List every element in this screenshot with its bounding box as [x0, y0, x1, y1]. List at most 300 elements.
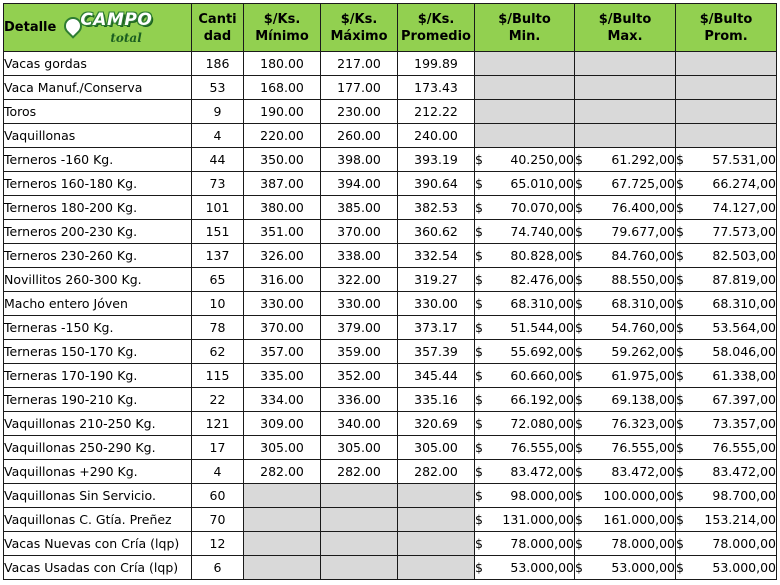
row-ks-max: 330.00	[321, 292, 398, 316]
bulto-value: 53.000,00	[712, 560, 776, 575]
table-body	[4, 52, 777, 580]
bulto-value: 161.000,00	[603, 512, 675, 527]
header-bulto-prom: $/Bulto Prom.	[676, 4, 777, 52]
row-ks-prom: 393.19	[398, 148, 475, 172]
currency-symbol: $	[676, 320, 684, 335]
row-bulto-min	[475, 508, 575, 532]
row-bulto-prom	[676, 508, 777, 532]
row-cantidad: 73	[192, 172, 244, 196]
row-ks-min-empty	[244, 556, 321, 580]
row-detalle: Macho entero Jóven	[4, 292, 192, 316]
row-cantidad: 70	[192, 508, 244, 532]
row-detalle: Vaca Manuf./Conserva	[4, 76, 192, 100]
row-ks-max: 336.00	[321, 388, 398, 412]
currency-symbol: $	[475, 200, 483, 215]
row-bulto-prom	[676, 412, 777, 436]
bulto-value: 98.700,00	[712, 488, 776, 503]
row-bulto-max-empty	[575, 52, 676, 76]
currency-symbol: $	[475, 368, 483, 383]
currency-symbol: $	[676, 344, 684, 359]
bulto-value: 68.310,00	[611, 296, 675, 311]
currency-symbol: $	[676, 560, 684, 575]
row-ks-max: 282.00	[321, 460, 398, 484]
row-ks-max: 340.00	[321, 412, 398, 436]
row-ks-prom: 390.64	[398, 172, 475, 196]
row-bulto-min	[475, 532, 575, 556]
bulto-value: 73.357,00	[712, 416, 776, 431]
row-bulto-min	[475, 436, 575, 460]
row-bulto-prom	[676, 268, 777, 292]
currency-symbol: $	[676, 536, 684, 551]
table-row	[4, 436, 777, 460]
currency-symbol: $	[575, 464, 583, 479]
bulto-value: 72.080,00	[510, 416, 574, 431]
table-row	[4, 172, 777, 196]
row-cantidad: 12	[192, 532, 244, 556]
bulto-value: 83.472,00	[712, 464, 776, 479]
row-ks-min: 168.00	[244, 76, 321, 100]
bulto-value: 60.660,00	[510, 368, 574, 383]
currency-symbol: $	[575, 200, 583, 215]
row-detalle: Terneras 150-170 Kg.	[4, 340, 192, 364]
row-cantidad: 17	[192, 436, 244, 460]
bulto-value: 55.692,00	[510, 344, 574, 359]
row-ks-prom: 240.00	[398, 124, 475, 148]
currency-symbol: $	[475, 464, 483, 479]
row-bulto-min	[475, 244, 575, 268]
price-table	[3, 3, 777, 580]
currency-symbol: $	[676, 368, 684, 383]
bulto-value: 79.677,00	[611, 224, 675, 239]
row-bulto-min-empty	[475, 76, 575, 100]
currency-symbol: $	[475, 176, 483, 191]
row-detalle: Vacas gordas	[4, 52, 192, 76]
bulto-value: 57.531,00	[712, 152, 776, 167]
row-detalle: Terneros -160 Kg.	[4, 148, 192, 172]
row-bulto-max	[575, 340, 676, 364]
row-ks-max-empty	[321, 556, 398, 580]
bulto-value: 40.250,00	[510, 152, 574, 167]
currency-symbol: $	[475, 416, 483, 431]
row-bulto-min	[475, 556, 575, 580]
row-cantidad: 4	[192, 460, 244, 484]
row-bulto-min	[475, 172, 575, 196]
bulto-value: 88.550,00	[611, 272, 675, 287]
table-row	[4, 412, 777, 436]
row-bulto-prom	[676, 484, 777, 508]
currency-symbol: $	[475, 320, 483, 335]
currency-symbol: $	[676, 224, 684, 239]
table-row	[4, 52, 777, 76]
currency-symbol: $	[475, 272, 483, 287]
row-ks-prom: 373.17	[398, 316, 475, 340]
row-ks-prom: 282.00	[398, 460, 475, 484]
row-detalle: Terneras -150 Kg.	[4, 316, 192, 340]
header-detalle-label: Detalle	[4, 20, 57, 35]
header-detalle	[4, 4, 192, 52]
currency-symbol: $	[575, 488, 583, 503]
bulto-value: 76.555,00	[712, 440, 776, 455]
row-ks-min: 190.00	[244, 100, 321, 124]
row-bulto-max	[575, 484, 676, 508]
row-ks-min: 326.00	[244, 244, 321, 268]
row-bulto-max	[575, 244, 676, 268]
currency-symbol: $	[475, 560, 483, 575]
row-ks-min: 330.00	[244, 292, 321, 316]
row-ks-max: 260.00	[321, 124, 398, 148]
table-row	[4, 388, 777, 412]
row-ks-max: 305.00	[321, 436, 398, 460]
row-bulto-prom	[676, 340, 777, 364]
table-row	[4, 268, 777, 292]
row-bulto-max	[575, 412, 676, 436]
bulto-value: 53.000,00	[510, 560, 574, 575]
row-ks-min: 282.00	[244, 460, 321, 484]
row-bulto-max	[575, 508, 676, 532]
header-bulto-min: $/Bulto Min.	[475, 4, 575, 52]
bulto-value: 76.555,00	[510, 440, 574, 455]
row-cantidad: 62	[192, 340, 244, 364]
row-ks-min: 305.00	[244, 436, 321, 460]
row-cantidad: 60	[192, 484, 244, 508]
row-detalle: Vacas Usadas con Cría (lqp)	[4, 556, 192, 580]
row-ks-min: 370.00	[244, 316, 321, 340]
row-cantidad: 44	[192, 148, 244, 172]
currency-symbol: $	[475, 392, 483, 407]
row-ks-prom: 212.22	[398, 100, 475, 124]
row-ks-min: 357.00	[244, 340, 321, 364]
currency-symbol: $	[676, 392, 684, 407]
row-ks-prom: 360.62	[398, 220, 475, 244]
row-cantidad: 22	[192, 388, 244, 412]
table-row	[4, 220, 777, 244]
currency-symbol: $	[575, 272, 583, 287]
currency-symbol: $	[475, 344, 483, 359]
bulto-value: 100.000,00	[603, 488, 675, 503]
row-ks-max: 322.00	[321, 268, 398, 292]
row-detalle: Terneros 180-200 Kg.	[4, 196, 192, 220]
row-bulto-max	[575, 460, 676, 484]
row-ks-min-empty	[244, 532, 321, 556]
currency-symbol: $	[575, 176, 583, 191]
row-bulto-prom	[676, 196, 777, 220]
row-cantidad: 151	[192, 220, 244, 244]
row-bulto-prom	[676, 220, 777, 244]
row-bulto-max	[575, 388, 676, 412]
row-ks-max: 385.00	[321, 196, 398, 220]
currency-symbol: $	[676, 296, 684, 311]
table-row	[4, 460, 777, 484]
logo-sub-text: total	[110, 30, 142, 45]
header-ks-min: $/Ks. Mínimo	[244, 4, 321, 52]
row-detalle: Vaquillonas	[4, 124, 192, 148]
bulto-value: 61.292,00	[611, 152, 675, 167]
row-ks-max-empty	[321, 508, 398, 532]
table-row	[4, 364, 777, 388]
bulto-value: 70.070,00	[510, 200, 574, 215]
row-cantidad: 10	[192, 292, 244, 316]
row-bulto-min	[475, 460, 575, 484]
bulto-value: 66.274,00	[712, 176, 776, 191]
table-row	[4, 484, 777, 508]
currency-symbol: $	[575, 248, 583, 263]
row-ks-max: 230.00	[321, 100, 398, 124]
row-ks-max: 394.00	[321, 172, 398, 196]
row-ks-prom: 382.53	[398, 196, 475, 220]
currency-symbol: $	[676, 512, 684, 527]
bulto-value: 131.000,00	[502, 512, 574, 527]
row-bulto-prom	[676, 148, 777, 172]
row-cantidad: 186	[192, 52, 244, 76]
currency-symbol: $	[676, 464, 684, 479]
row-bulto-prom	[676, 172, 777, 196]
row-bulto-max	[575, 220, 676, 244]
table-row	[4, 292, 777, 316]
row-bulto-max	[575, 556, 676, 580]
row-bulto-prom	[676, 244, 777, 268]
bulto-value: 83.472,00	[611, 464, 675, 479]
currency-symbol: $	[575, 224, 583, 239]
row-detalle: Vacas Nuevas con Cría (lqp)	[4, 532, 192, 556]
currency-symbol: $	[575, 416, 583, 431]
row-ks-prom: 332.54	[398, 244, 475, 268]
row-cantidad: 78	[192, 316, 244, 340]
row-bulto-min-empty	[475, 52, 575, 76]
row-bulto-prom	[676, 460, 777, 484]
row-bulto-min-empty	[475, 100, 575, 124]
bulto-value: 61.338,00	[712, 368, 776, 383]
row-ks-max: 398.00	[321, 148, 398, 172]
row-bulto-min-empty	[475, 124, 575, 148]
bulto-value: 82.476,00	[510, 272, 574, 287]
row-ks-prom: 173.43	[398, 76, 475, 100]
currency-symbol: $	[475, 440, 483, 455]
row-ks-min: 334.00	[244, 388, 321, 412]
row-ks-min: 380.00	[244, 196, 321, 220]
row-ks-max-empty	[321, 532, 398, 556]
currency-symbol: $	[575, 560, 583, 575]
header-ks-max: $/Ks. Máximo	[321, 4, 398, 52]
row-bulto-max-empty	[575, 100, 676, 124]
row-ks-min: 316.00	[244, 268, 321, 292]
row-detalle: Vaquillonas +290 Kg.	[4, 460, 192, 484]
bulto-value: 67.397,00	[712, 392, 776, 407]
currency-symbol: $	[475, 488, 483, 503]
row-ks-prom: 305.00	[398, 436, 475, 460]
row-ks-max: 352.00	[321, 364, 398, 388]
bulto-value: 87.819,00	[712, 272, 776, 287]
row-ks-max: 370.00	[321, 220, 398, 244]
table-row	[4, 124, 777, 148]
row-detalle: Toros	[4, 100, 192, 124]
row-cantidad: 115	[192, 364, 244, 388]
row-ks-prom: 330.00	[398, 292, 475, 316]
bulto-value: 61.975,00	[611, 368, 675, 383]
row-bulto-min	[475, 220, 575, 244]
bulto-value: 82.503,00	[712, 248, 776, 263]
row-detalle: Terneros 160-180 Kg.	[4, 172, 192, 196]
row-detalle: Terneras 170-190 Kg.	[4, 364, 192, 388]
bulto-value: 76.555,00	[611, 440, 675, 455]
bulto-value: 77.573,00	[712, 224, 776, 239]
bulto-value: 59.262,00	[611, 344, 675, 359]
row-bulto-prom-empty	[676, 76, 777, 100]
currency-symbol: $	[575, 392, 583, 407]
row-ks-min: 350.00	[244, 148, 321, 172]
bulto-value: 51.544,00	[510, 320, 574, 335]
row-bulto-max	[575, 292, 676, 316]
row-bulto-min	[475, 364, 575, 388]
row-cantidad: 9	[192, 100, 244, 124]
logo-main-text: CAMPO	[80, 9, 153, 30]
currency-symbol: $	[676, 440, 684, 455]
currency-symbol: $	[676, 152, 684, 167]
row-bulto-max-empty	[575, 124, 676, 148]
currency-symbol: $	[575, 296, 583, 311]
row-cantidad: 121	[192, 412, 244, 436]
campo-total-logo	[62, 10, 152, 46]
row-ks-min: 351.00	[244, 220, 321, 244]
currency-symbol: $	[475, 536, 483, 551]
bulto-value: 53.564,00	[712, 320, 776, 335]
bulto-value: 153.214,00	[704, 512, 776, 527]
row-detalle: Terneras 190-210 Kg.	[4, 388, 192, 412]
bulto-value: 54.760,00	[611, 320, 675, 335]
bulto-value: 80.828,00	[510, 248, 574, 263]
bulto-value: 76.323,00	[611, 416, 675, 431]
row-ks-max-empty	[321, 484, 398, 508]
row-ks-min-empty	[244, 484, 321, 508]
bulto-value: 65.010,00	[510, 176, 574, 191]
row-cantidad: 101	[192, 196, 244, 220]
table-row	[4, 244, 777, 268]
row-bulto-min	[475, 268, 575, 292]
row-ks-max: 217.00	[321, 52, 398, 76]
bulto-value: 67.725,00	[611, 176, 675, 191]
currency-symbol: $	[676, 272, 684, 287]
currency-symbol: $	[475, 248, 483, 263]
row-ks-prom: 199.89	[398, 52, 475, 76]
row-ks-min: 335.00	[244, 364, 321, 388]
row-ks-max: 359.00	[321, 340, 398, 364]
row-ks-prom: 335.16	[398, 388, 475, 412]
row-bulto-prom	[676, 292, 777, 316]
currency-symbol: $	[676, 176, 684, 191]
bulto-value: 53.000,00	[611, 560, 675, 575]
table-row	[4, 148, 777, 172]
table-row	[4, 76, 777, 100]
row-bulto-prom	[676, 532, 777, 556]
currency-symbol: $	[475, 512, 483, 527]
row-ks-prom-empty	[398, 508, 475, 532]
table-row	[4, 316, 777, 340]
row-ks-min: 180.00	[244, 52, 321, 76]
bulto-value: 74.740,00	[510, 224, 574, 239]
row-ks-max: 338.00	[321, 244, 398, 268]
bulto-value: 74.127,00	[712, 200, 776, 215]
row-bulto-min	[475, 316, 575, 340]
currency-symbol: $	[676, 200, 684, 215]
row-detalle: Vaquillonas Sin Servicio.	[4, 484, 192, 508]
currency-symbol: $	[676, 248, 684, 263]
row-ks-min-empty	[244, 508, 321, 532]
row-ks-min: 220.00	[244, 124, 321, 148]
row-bulto-prom	[676, 436, 777, 460]
bulto-value: 83.472,00	[510, 464, 574, 479]
bulto-value: 69.138,00	[611, 392, 675, 407]
row-cantidad: 4	[192, 124, 244, 148]
row-bulto-max-empty	[575, 76, 676, 100]
row-detalle: Vaquillonas 210-250 Kg.	[4, 412, 192, 436]
row-detalle: Vaquillonas C. Gtía. Preñez	[4, 508, 192, 532]
row-ks-prom-empty	[398, 484, 475, 508]
row-bulto-min	[475, 148, 575, 172]
row-ks-prom-empty	[398, 556, 475, 580]
row-bulto-max	[575, 268, 676, 292]
table-row	[4, 556, 777, 580]
row-bulto-min	[475, 388, 575, 412]
row-ks-min: 387.00	[244, 172, 321, 196]
header-bulto-max: $/Bulto Max.	[575, 4, 676, 52]
row-cantidad: 137	[192, 244, 244, 268]
table-row	[4, 508, 777, 532]
row-ks-max: 177.00	[321, 76, 398, 100]
table-row	[4, 532, 777, 556]
row-bulto-prom	[676, 316, 777, 340]
row-bulto-max	[575, 316, 676, 340]
row-cantidad: 53	[192, 76, 244, 100]
currency-symbol: $	[575, 152, 583, 167]
row-bulto-min	[475, 292, 575, 316]
currency-symbol: $	[575, 512, 583, 527]
currency-symbol: $	[575, 536, 583, 551]
row-bulto-prom	[676, 556, 777, 580]
row-bulto-max	[575, 148, 676, 172]
row-detalle: Terneros 200-230 Kg.	[4, 220, 192, 244]
row-bulto-prom-empty	[676, 124, 777, 148]
row-bulto-max	[575, 172, 676, 196]
bulto-value: 68.310,00	[712, 296, 776, 311]
currency-symbol: $	[676, 488, 684, 503]
bulto-value: 66.192,00	[510, 392, 574, 407]
bulto-value: 78.000,00	[611, 536, 675, 551]
currency-symbol: $	[475, 296, 483, 311]
table-row	[4, 340, 777, 364]
bulto-value: 78.000,00	[712, 536, 776, 551]
bulto-value: 78.000,00	[510, 536, 574, 551]
currency-symbol: $	[575, 440, 583, 455]
header-cantidad: Canti dad	[192, 4, 244, 52]
header-ks-prom: $/Ks. Promedio	[398, 4, 475, 52]
row-bulto-prom	[676, 364, 777, 388]
row-ks-max: 379.00	[321, 316, 398, 340]
row-detalle: Novillitos 260-300 Kg.	[4, 268, 192, 292]
currency-symbol: $	[575, 344, 583, 359]
currency-symbol: $	[575, 368, 583, 383]
currency-symbol: $	[475, 152, 483, 167]
row-ks-prom: 345.44	[398, 364, 475, 388]
row-ks-prom: 357.39	[398, 340, 475, 364]
row-bulto-min	[475, 340, 575, 364]
row-cantidad: 65	[192, 268, 244, 292]
row-bulto-prom	[676, 388, 777, 412]
currency-symbol: $	[475, 224, 483, 239]
row-bulto-prom-empty	[676, 52, 777, 76]
row-ks-prom: 319.27	[398, 268, 475, 292]
table-row	[4, 196, 777, 220]
bulto-value: 84.760,00	[611, 248, 675, 263]
row-bulto-min	[475, 484, 575, 508]
